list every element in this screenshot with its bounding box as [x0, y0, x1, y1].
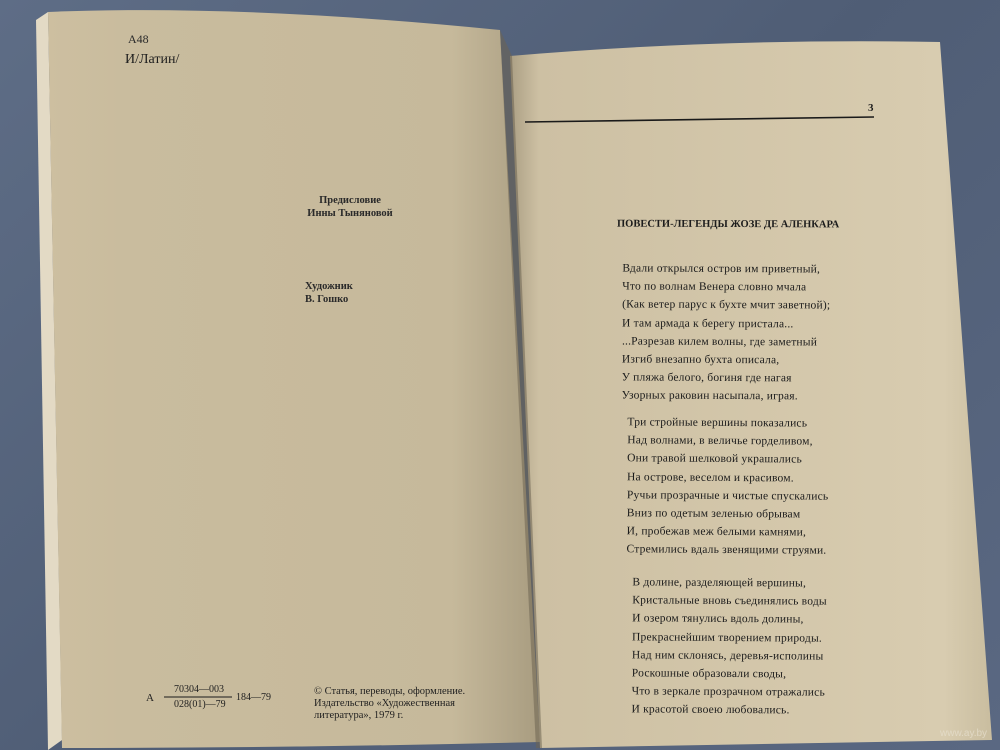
imprint-line: литература», 1979 г.: [314, 710, 404, 721]
poem-stanza: [626, 413, 828, 560]
preface-author: Инны Тыняновой: [307, 208, 393, 219]
poem-line: Они травой шелковой украшались: [627, 452, 802, 466]
preface-credit: [280, 194, 420, 220]
poem-line: У пляжа белого, богиня где нагая: [621, 371, 792, 385]
illustrator-name: В. Гошко: [305, 294, 349, 305]
poem-line: Узорных раковин насыпала, играя.: [621, 389, 798, 403]
poem-line: И красотой своею любовались.: [631, 703, 790, 717]
left-page: [48, 10, 540, 748]
poem-line: Изгиб внезапно бухта описала,: [621, 353, 780, 367]
poem-line: Что по волнам Венера словно мчала: [622, 280, 807, 294]
poem-line: Кристальные вновь съединялись воды: [632, 594, 827, 608]
footer-code-bottom: 028(01)—79: [174, 699, 226, 710]
chapter-title: ПОВЕСТИ-ЛЕГЕНДЫ ЖОЗЕ ДЕ АЛЕНКАРА: [616, 218, 840, 231]
footer-code-top: 70304—003: [174, 684, 224, 695]
poem-line: (Как ветер парус к бухте мчит заветной);: [622, 298, 831, 312]
illustrator-credit: [305, 280, 353, 306]
poem-line: Что в зеркале прозрачном отражались: [631, 685, 825, 699]
copyright-imprint: [314, 686, 465, 722]
watermark: www.ay.by: [940, 728, 988, 739]
poem-line: Вниз по одетым зеленью обрывам: [626, 507, 801, 521]
poem-line: Три стройные вершины показались: [627, 416, 808, 430]
poem-line: Прекраснейшим творением природы.: [632, 630, 823, 645]
imprint-line: © Статья, переводы, оформление.: [314, 686, 466, 697]
illustrator-label: Художник: [305, 281, 353, 292]
footer-code-right: 184—79: [236, 692, 271, 703]
poem-line: Ручьи прозрачные и чистые спускались: [626, 489, 829, 503]
poem-stanza: [631, 573, 827, 720]
poem-line: Над ним склонясь, деревья-исполины: [631, 649, 824, 663]
poem-line: Над волнами, в величье горделивом,: [627, 434, 813, 448]
poem-line: На острове, веселом и красивом.: [627, 470, 794, 485]
footer-letter: А: [146, 692, 154, 704]
poem-line: Роскошные образовали своды,: [631, 667, 787, 681]
poem-stanza: [622, 259, 831, 406]
poem-line: ...Разрезав килем волны, где заметный: [621, 335, 818, 349]
page-number: 3: [868, 102, 874, 114]
preface-label: Предисловие: [319, 195, 381, 206]
poem-line: И озером тянулись вдоль долины,: [632, 612, 804, 626]
catalog-index: И/Латин/: [125, 52, 180, 67]
poem-line: Вдали открылся остров им приветный,: [622, 262, 821, 276]
poem-line: И там армада к берегу пристала...: [622, 317, 794, 330]
imprint-line: Издательство «Художественная: [314, 698, 455, 709]
poem-line: Стремились вдаль звенящими струями.: [626, 543, 827, 558]
poem-line: В долине, разделяющей вершины,: [632, 576, 807, 590]
poem-line: И, пробежав меж белыми камнями,: [626, 525, 807, 539]
catalog-code: А48: [128, 32, 149, 46]
